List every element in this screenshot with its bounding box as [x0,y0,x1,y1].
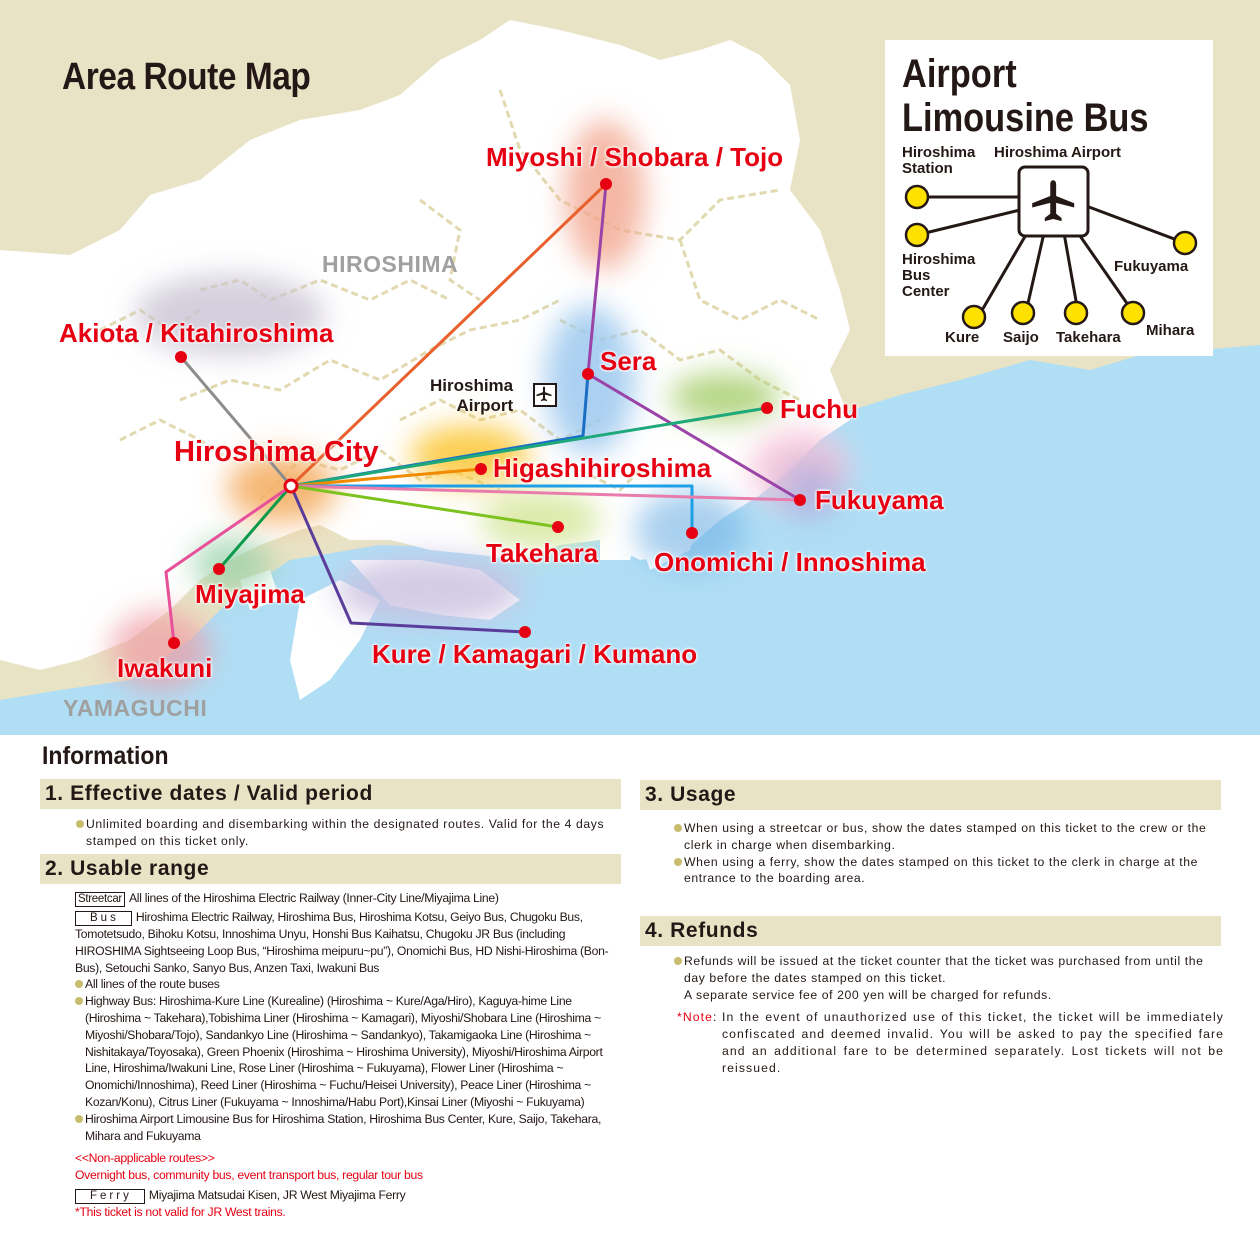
place-higashihiroshima: Higashihiroshima [493,453,712,483]
airport-label: Hiroshima Airport [430,376,514,415]
section-1-body [76,816,626,850]
non-applicable-heading: <<Non-applicable routes>> [75,1151,215,1166]
place-akiota: Akiota / Kitahiroshima [59,318,334,348]
section-2-heading: 2. Usable range [40,854,621,884]
section-4-body [674,953,1224,1077]
non-applicable-text: Overnight bus, community bus, event transport bus, regular tour bus [75,1168,423,1183]
refund-fee: A separate service fee of 200 yen will be charged for refunds. [684,987,1052,1002]
streetcar-row: Streetcar All lines of the Hiroshima Electric Railway (Inner-City Line/Miyajima Line) [75,890,620,907]
refund-bullet: Refunds will be issued at the ticket counter that the ticket was purchased from until the day before the dates stamped on this ticket. [674,953,1224,987]
place-fuchu: Fuchu [780,394,858,424]
place-miyoshi: Miyoshi / Shobara / Tojo [486,142,784,172]
section-3-body [674,820,1224,887]
place-fukuyama: Fukuyama [815,485,944,515]
limousine-stop-saijo: Saijo [1003,329,1039,346]
hub-marker [285,480,297,492]
section-1-bullet: Unlimited boarding and disembarking within the designated routes. Valid for the 4 days stamped on this ticket only. [76,816,626,850]
airport-limousine-panel [885,40,1213,356]
bus-tag: Bus [75,911,132,926]
place-kure: Kure / Kamagari / Kumano [372,639,698,669]
usage-bullet-2: When using a ferry, show the dates stamped on this ticket to the clerk in charge at the entrance to the boarding area. [674,854,1224,888]
limousine-stop-hiroshima-station: Hiroshima Station [902,144,976,177]
section-2-body [75,890,620,1221]
limousine-stop-fukuyama: Fukuyama [1114,258,1189,275]
information-title: Information [42,742,169,770]
limousine-stop-bus-center: Hiroshima Bus Center [902,251,976,300]
limousine-stop-mihara: Mihara [1146,322,1195,339]
bullet-limousine-bus: Hiroshima Airport Limousine Bus for Hiroshima Station, Hiroshima Bus Center, Kure, Saijo, Takehara, Mihara and Fukuyama [75,1111,620,1145]
prefecture-label-yamaguchi: YAMAGUCHI [63,695,208,721]
section-3-heading: 3. Usage [640,780,1221,810]
bullet-highway-bus: Highway Bus: Hiroshima-Kure Line (Kurealine) (Hiroshima ~ Kure/Aga/Hiro), Kaguya-hime Line (Hiroshima ~ Takehara),Tobishima Liner (Hiroshima ~ Kamagari), Miyoshi/Shobara Line (Hiroshima ~ Miyoshi/Shobara/Tojo), Sandankyo Line (Hiroshima ~ Sandankyo), Takamigaoka Line (Hiroshima ~ Nishitakaya/Toyosaka), Green Phoenix (Hiroshima ~ Hiroshima University), Miyoshi/Hiroshima Airport Line, Hiroshima/Iwakuni Line, Rose Liner (Hiroshima ~ Fukuyama), Flower Liner (Hiroshima ~ Onomichi/Innoshima), Reed Liner (Hiroshima ~ Fuchu/Heisei University), Peace Liner (Hiroshima ~ Kozan/Konu), Citrus Liner (Fukuyama ~ Innoshima/Habu Port),Kinsai Liner (Miyoshi ~ Fukuyama) [75,993,620,1111]
section-1-heading: 1. Effective dates / Valid period [40,779,621,809]
limousine-stop-kure: Kure [945,329,980,346]
limousine-title: Airport Limousine Bus [902,52,1149,140]
streetcar-tag: Streetcar [75,892,125,907]
bus-row: Bus Hiroshima Electric Railway, Hiroshima Bus, Hiroshima Kotsu, Geiyo Bus, Chugoku Bus, Tomotetsudo, Bihoku Kotsu, Innoshima Unyu, Honshi Bus Kaihatsu, Chugoku JR Bus (including HIROSHIMA Sightseeing Loop Bus, “Hiroshima meipuru~pu”), Onomichi Bus, HD Nishi-Hiroshima (Bon-Bus), Setouchi Sanko, Sanyo Bus, Anzen Taxi, Iwakuni Bus [75,910,609,975]
section-4-heading: 4. Refunds [640,916,1221,946]
place-iwakuni: Iwakuni [117,653,213,683]
place-miyajima: Miyajima [195,579,305,609]
ferry-tag: Ferry [75,1189,145,1204]
refund-note: *Note: In the event of unauthorized use of this ticket, the ticket will be immediately confiscated and deemed invalid. You will be asked to pay the specified fare and an additional fare to be determined separately. Lost tickets will not be reissued. [677,1010,1224,1075]
airplane-icon [533,383,557,407]
place-sera: Sera [600,346,657,376]
limousine-hub-label: Hiroshima Airport [994,144,1121,161]
place-takehara: Takehara [486,538,599,568]
prefecture-label-hiroshima: HIROSHIMA [322,251,459,277]
bullet-route-buses: All lines of the route buses [75,976,620,993]
usage-bullet-1: When using a streetcar or bus, show the dates stamped on this ticket to the crew or the clerk in charge when disembarking. [674,820,1224,854]
map-title: Area Route Map [62,56,311,98]
place-onomichi: Onomichi / Innoshima [654,547,926,577]
limousine-stop-takehara: Takehara [1056,329,1121,346]
place-hiroshima-city: Hiroshima City [174,436,379,468]
jr-note: *This ticket is not valid for JR West trains. [75,1204,286,1219]
ferry-row: Ferry Miyajima Matsudai Kisen, JR West Miyajima Ferry [75,1187,620,1204]
limousine-diagram [885,40,1213,356]
